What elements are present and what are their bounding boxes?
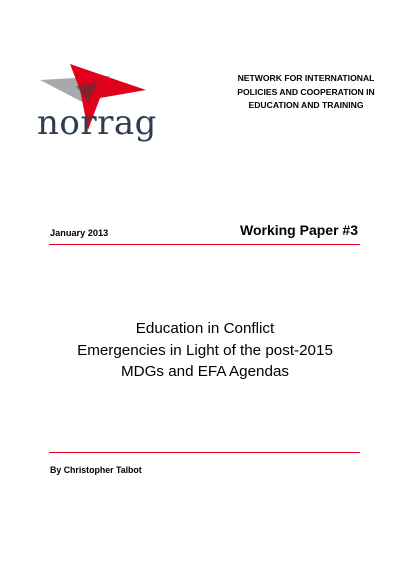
bottom-divider — [49, 452, 360, 453]
network-description — [225, 72, 387, 113]
title-line-1: Education in Conflict — [135, 320, 275, 337]
network-line-1: NETWORK FOR INTERNATIONAL — [237, 73, 375, 83]
author-byline: By Christopher Talbot — [50, 465, 142, 475]
working-paper-number: Working Paper #3 — [239, 222, 358, 238]
top-divider — [49, 244, 360, 245]
logo-wordmark: norrag — [37, 103, 157, 143]
paper-title — [40, 318, 370, 383]
network-line-2: POLICIES AND COOPERATION IN — [237, 86, 375, 97]
publication-date: January 2013 — [50, 228, 109, 238]
network-line-3: EDUCATION AND TRAINING — [248, 100, 364, 110]
title-line-2: Emergencies in Light of the post-2015 — [77, 341, 333, 359]
title-line-3: MDGs and EFA Agendas — [120, 363, 289, 380]
